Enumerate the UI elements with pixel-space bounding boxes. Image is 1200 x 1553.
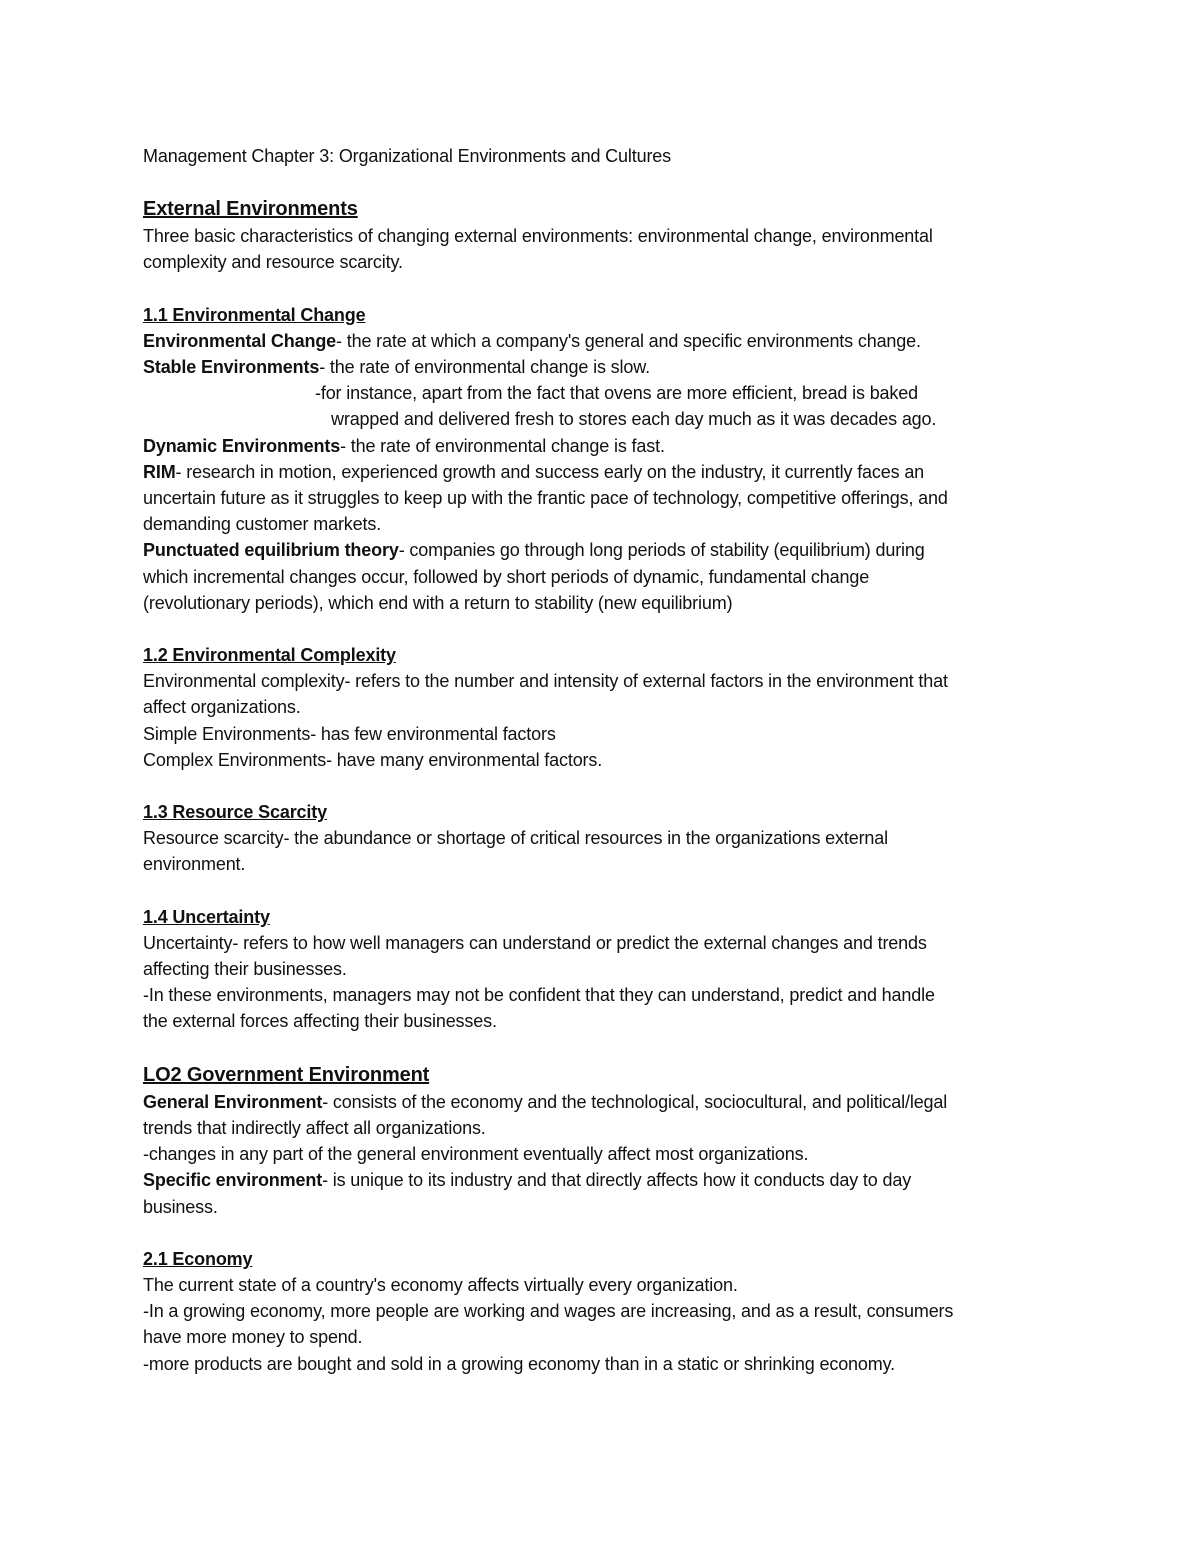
- definition-text: - companies go through long periods of stability (equilibrium) during: [398, 540, 925, 561]
- paragraph-line: Three basic characteristics of changing external environments: environmental change, environmental: [143, 226, 933, 247]
- paragraph-line: -In these environments, managers may not be confident that they can understand, predict and handle: [143, 985, 935, 1006]
- definition-text: - research in motion, experienced growth and success early on the industry, it currently faces an: [175, 461, 925, 482]
- paragraph-line: trends that indirectly affect all organizations.: [143, 1117, 486, 1138]
- definition-punctuated-equilibrium: [143, 537, 1073, 563]
- paragraph-line: Resource scarcity- the abundance or shortage of critical resources in the organizations external: [143, 828, 888, 849]
- paragraph-line: business.: [143, 1196, 218, 1217]
- paragraph-line: complexity and resource scarcity.: [143, 252, 403, 273]
- heading-external-environments: External Environments: [143, 198, 358, 221]
- paragraph-line: Environmental complexity- refers to the number and intensity of external factors in the environment that: [143, 671, 948, 692]
- paragraph-line: Simple Environments- has few environmental factors: [143, 723, 556, 744]
- definition-stable-environments: [143, 354, 1073, 380]
- heading-environmental-complexity: 1.2 Environmental Complexity: [143, 645, 396, 666]
- example-line: -for instance, apart from the fact that ovens are more efficient, bread is baked: [315, 383, 918, 404]
- paragraph-line: The current state of a country's economy affects virtually every organization.: [143, 1274, 738, 1295]
- paragraph-line: -In a growing economy, more people are working and wages are increasing, and as a result, consumers: [143, 1301, 954, 1322]
- definition-text: - the rate of environmental change is slow.: [319, 357, 650, 378]
- term: General Environment: [143, 1091, 323, 1112]
- paragraph-line: (revolutionary periods), which end with a return to stability (new equilibrium): [143, 592, 733, 613]
- heading-resource-scarcity: 1.3 Resource Scarcity: [143, 802, 327, 823]
- paragraph-line: environment.: [143, 854, 246, 875]
- term: Punctuated equilibrium theory: [143, 540, 399, 561]
- paragraph-line: the external forces affecting their businesses.: [143, 1011, 497, 1032]
- paragraph-line: Complex Environments- have many environmental factors.: [143, 749, 603, 770]
- heading-environmental-change: 1.1 Environmental Change: [143, 304, 366, 325]
- heading-government-environment: LO2 Government Environment: [143, 1063, 430, 1086]
- term: Environmental Change: [143, 330, 337, 351]
- paragraph-line: -more products are bought and sold in a growing economy than in a static or shrinking economy.: [143, 1353, 895, 1374]
- term: Stable Environments: [143, 357, 320, 378]
- heading-economy: 2.1 Economy: [143, 1248, 253, 1269]
- definition-text: - is unique to its industry and that directly affects how it conducts day to day: [322, 1170, 912, 1191]
- paragraph-line: Uncertainty- refers to how well managers can understand or predict the external changes and trends: [143, 932, 927, 953]
- definition-specific-environment: [143, 1167, 1073, 1193]
- paragraph-line: which incremental changes occur, followed by short periods of dynamic, fundamental change: [143, 566, 870, 587]
- paragraph-line: affect organizations.: [143, 697, 301, 718]
- paragraph-line: uncertain future as it struggles to keep up with the frantic pace of technology, competitive offerings, and: [143, 488, 948, 509]
- term: RIM: [143, 461, 176, 482]
- document-title: Management Chapter 3: Organizational Environments and Cultures: [143, 146, 671, 166]
- document-page: [143, 143, 1073, 1377]
- definition-dynamic-environments: [143, 433, 1073, 459]
- definition-text: - the rate of environmental change is fast.: [340, 435, 665, 456]
- term: Specific environment: [143, 1170, 323, 1191]
- definition-text: - the rate at which a company's general and specific environments change.: [336, 330, 921, 351]
- example-line: wrapped and delivered fresh to stores each day much as it was decades ago.: [331, 409, 937, 430]
- definition-rim: [143, 459, 1073, 485]
- definition-text: - consists of the economy and the technological, sociocultural, and political/legal: [322, 1091, 948, 1112]
- definition-environmental-change: [143, 328, 1073, 354]
- paragraph-line: affecting their businesses.: [143, 959, 347, 980]
- paragraph-line: -changes in any part of the general environment eventually affect most organizations.: [143, 1144, 809, 1165]
- term: Dynamic Environments: [143, 435, 341, 456]
- paragraph-line: have more money to spend.: [143, 1327, 363, 1348]
- definition-general-environment: [143, 1089, 1073, 1115]
- heading-uncertainty: 1.4 Uncertainty: [143, 906, 270, 927]
- paragraph-line: demanding customer markets.: [143, 514, 382, 535]
